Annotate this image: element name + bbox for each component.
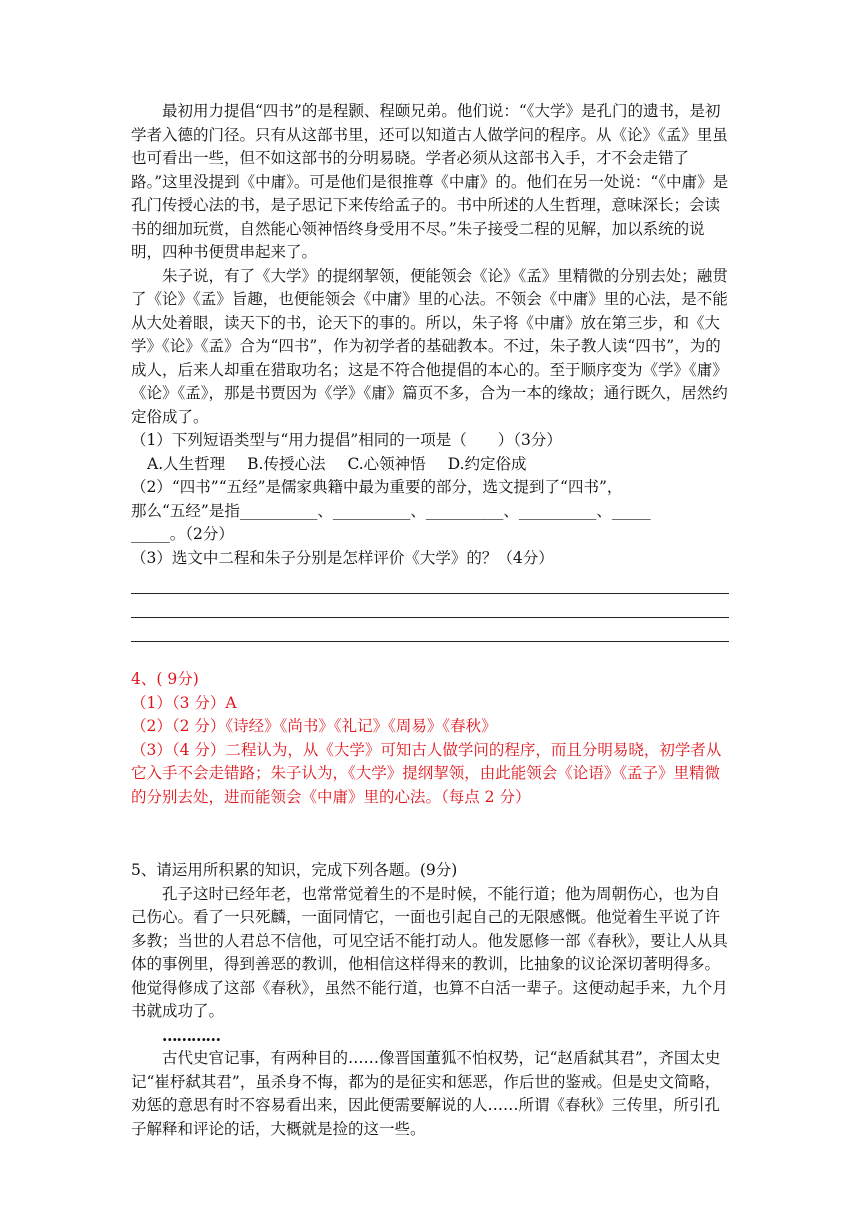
question-5-heading: 5、请运用所积累的知识，完成下列各题。(9分): [131, 861, 458, 879]
answer-line-2[interactable]: [131, 594, 729, 618]
answer-key-4: [131, 668, 729, 809]
option-d: D.约定俗成: [447, 454, 527, 473]
answer-heading: 4、( 9分): [131, 670, 199, 688]
answer-2: （2）（2 分）《诗经》《尚书》《礼记》《周易》《春秋》: [131, 717, 497, 735]
question-1: （1）下列短语类型与“用力提倡”相同的一项是（ ）（3分）: [131, 431, 562, 449]
answer-3: （3）（4 分）二程认为，从《大学》可知古人做学问的程序，而且分明易晓，初学者从它入手不会走错路；朱子认为，《大学》提纲挈领，由此能领会《论语》《孟子》里精微的分别去处，进而能领会《中庸》里的心法。（每点 2 分）: [131, 740, 722, 806]
answer-line-1[interactable]: [131, 570, 729, 594]
question-2-line-1: （2）“四书”“五经”是儒家典籍中最为重要的部分，选文提到了“四书”，: [131, 478, 623, 496]
option-c: C.心领神悟: [347, 454, 426, 473]
answer-1: （1）（3 分）A: [131, 693, 237, 712]
question-3: （3）选文中二程和朱子分别是怎样评价《大学》的？（4分）: [131, 548, 554, 567]
passage4-paragraph-2: 朱子说，有了《大学》的提纲挈领，便能领会《论》《孟》里精微的分别去处；融贯了《论》《孟》旨趣，也便能领会《中庸》里的心法。不领会《中庸》里的心法，是不能从大处着眼，读天下的书，论天下的事的。所以，朱子将《中庸》放在第三步，和《大学》《论》《孟》合为“四书”，作为初学者的基础教本。不过，朱子教人读“四书”，为的成人，后来人却重在猎取功名；这是不符合他提倡的本心的。至于顺序变为《学》《庸》《论》《孟》，那是书贾因为《学》《庸》篇页不多，合为一本的缘故；通行既久，居然约定俗成了。: [131, 266, 728, 426]
option-b: B.传授心法: [247, 454, 326, 473]
question-5-paragraph-1: 孔子这时已经年老，也常常觉着生的不是时候，不能行道；他为周朝伤心，也为自己伤心。看了一只死麟，一面同情它，一面也引起自己的无限感慨。他觉着生平说了许多教；当世的人君总不信他，可见空话不能打动人。他发愿修一部《春秋》，要让人从具体的事例里，得到善恶的教训，他相信这样得来的教训，比抽象的议论深切著明得多。他觉得修成了这部《春秋》，虽然不能行道，也算不白活一辈子。这便动起手来，九个月书就成功了。: [131, 884, 728, 1020]
passage4-paragraph-1: 最初用力提倡“四书”的是程颢、程颐兄弟。他们说：“《大学》是孔门的遗书，是初学者入德的门径。只有从这部书里，还可以知道古人做学问的程序。从《论》《孟》里虽也可看出一些，但不如这部书的分明易晓。学者必须从这部书入手，才不会走错了路。”这里没提到《中庸》。可是他们是很推尊《中庸》的。他们在另一处说：“《中庸》是孔门传授心法的书，是子思记下来传给孟子的。书中所述的人生哲理，意味深长；会读书的细加玩赏，自然能心领神悟终身受用不尽。”朱子接受二程的见解，加以系统的说明，四种书便贯串起来了。: [131, 102, 729, 261]
question-2-line-2: 那么“五经”是指__________、__________、__________、__________、_____: [131, 501, 651, 520]
option-a: A.人生哲理: [147, 454, 226, 473]
question-2-line-3: _____。（2分）: [131, 525, 234, 543]
ellipsis-separator: …………: [162, 1025, 220, 1045]
answer-line-3[interactable]: [131, 618, 729, 642]
document-content: [131, 100, 729, 1141]
question-5-paragraph-2: 古代史官记事，有两种目的……像晋国董狐不怕权势，记“赵盾弑其君”，齐国太史记“崔杼弑其君”，虽杀身不悔，都为的是征实和惩恶，作后世的鉴戒。但是史文简略，劝惩的意思有时不容易看出来，因此便需要解说的人……所谓《春秋》三传里，所引孔子解释和评论的话，大概就是捡的这一些。: [131, 1049, 721, 1138]
question-1-options: [131, 453, 729, 477]
